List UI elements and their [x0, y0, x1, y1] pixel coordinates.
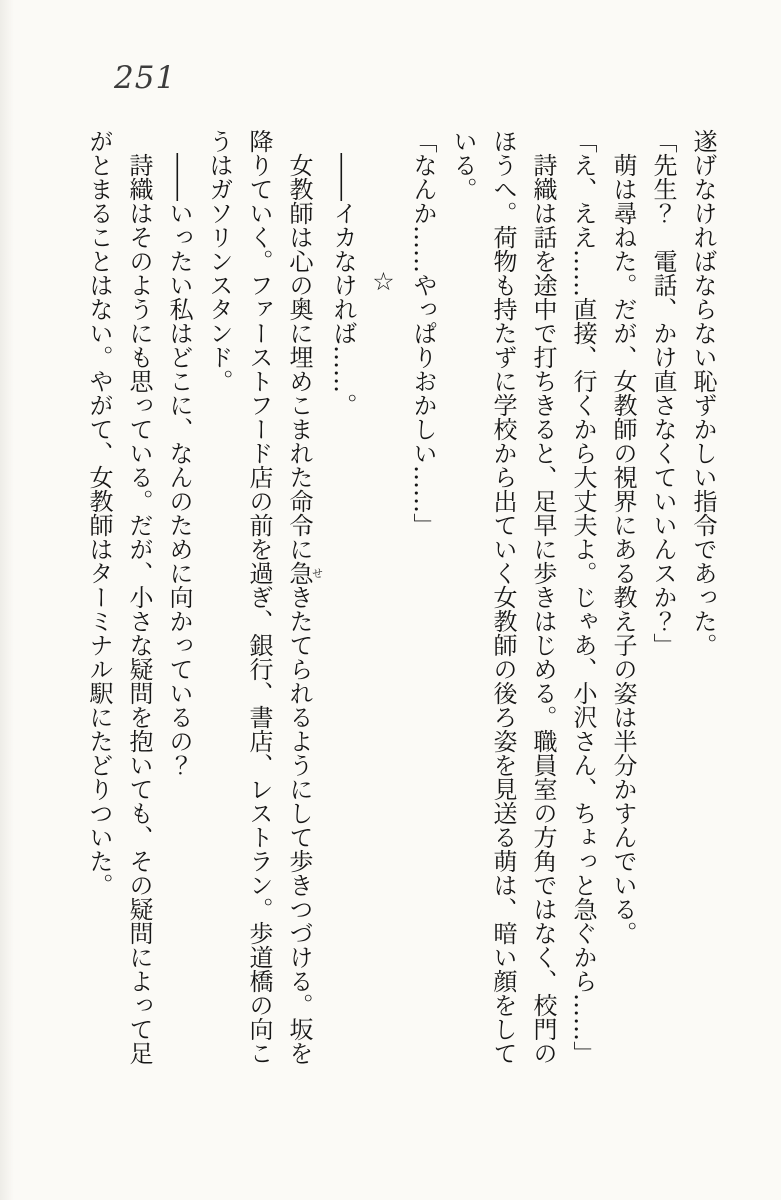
paragraph-inner-monologue: ――いったい私はどこに、なんのために向かっているの？ [165, 129, 193, 777]
page-number: 251 [114, 60, 177, 96]
ruby-base: 急 [285, 561, 313, 585]
vertical-text-block [79, 129, 723, 1071]
paragraph-text-segment: きたてられるようにして歩きつづける。坂を降りていく。ファーストフード店の前を過ぎ、銀行、書店、レストラン。歩道橋の向こうはガソリンスタンド。 [205, 129, 313, 1065]
section-break-star-icon: ☆ [369, 266, 398, 296]
paragraph-narration: 萌は尋ねた。だが、女教師の視界にある教え子の姿は半分かすんでいる。 [609, 129, 637, 945]
paragraph-narration: 詩織は話を途中で打ちきると、足早に歩きはじめる。職員室の方角ではなく、校門のほうへ。荷物も持たずに学校から出ていく女教師の後ろ姿を見送る萌は、暗い顔をしている。 [449, 129, 557, 1065]
paragraph-dialogue-moe: 「先生？ 電話、かけ直さなくていいんスか？」 [649, 129, 677, 657]
paragraph-narration-continuation: 遂げなければならない恥ずかしい指令であった。 [689, 129, 717, 657]
paragraph-text-segment: 女教師は心の奥に埋めこまれた命令に [285, 129, 313, 561]
paragraph-inner-monologue: ――イカなければ……。 [329, 129, 357, 417]
ruby-furigana: せ [310, 561, 324, 585]
paragraph-narration [199, 129, 323, 1071]
paragraph-dialogue-shiori: 「え、ええ……直接、行くから大丈夫よ。じゃあ、小沢さん、ちょっと急ぐから……」 [569, 129, 597, 1065]
paragraph-narration: 詩織はそのようにも思っている。だが、小さな疑問を抱いても、その疑問によって足がとまることはない。やがて、女教師はターミナル駅にたどりついた。 [85, 129, 153, 1065]
paragraph-dialogue-moe: 「なんか……やっぱりおかしい……」 [409, 129, 437, 537]
ruby-annotation [285, 561, 324, 585]
page-gutter-shade [0, 0, 14, 1200]
